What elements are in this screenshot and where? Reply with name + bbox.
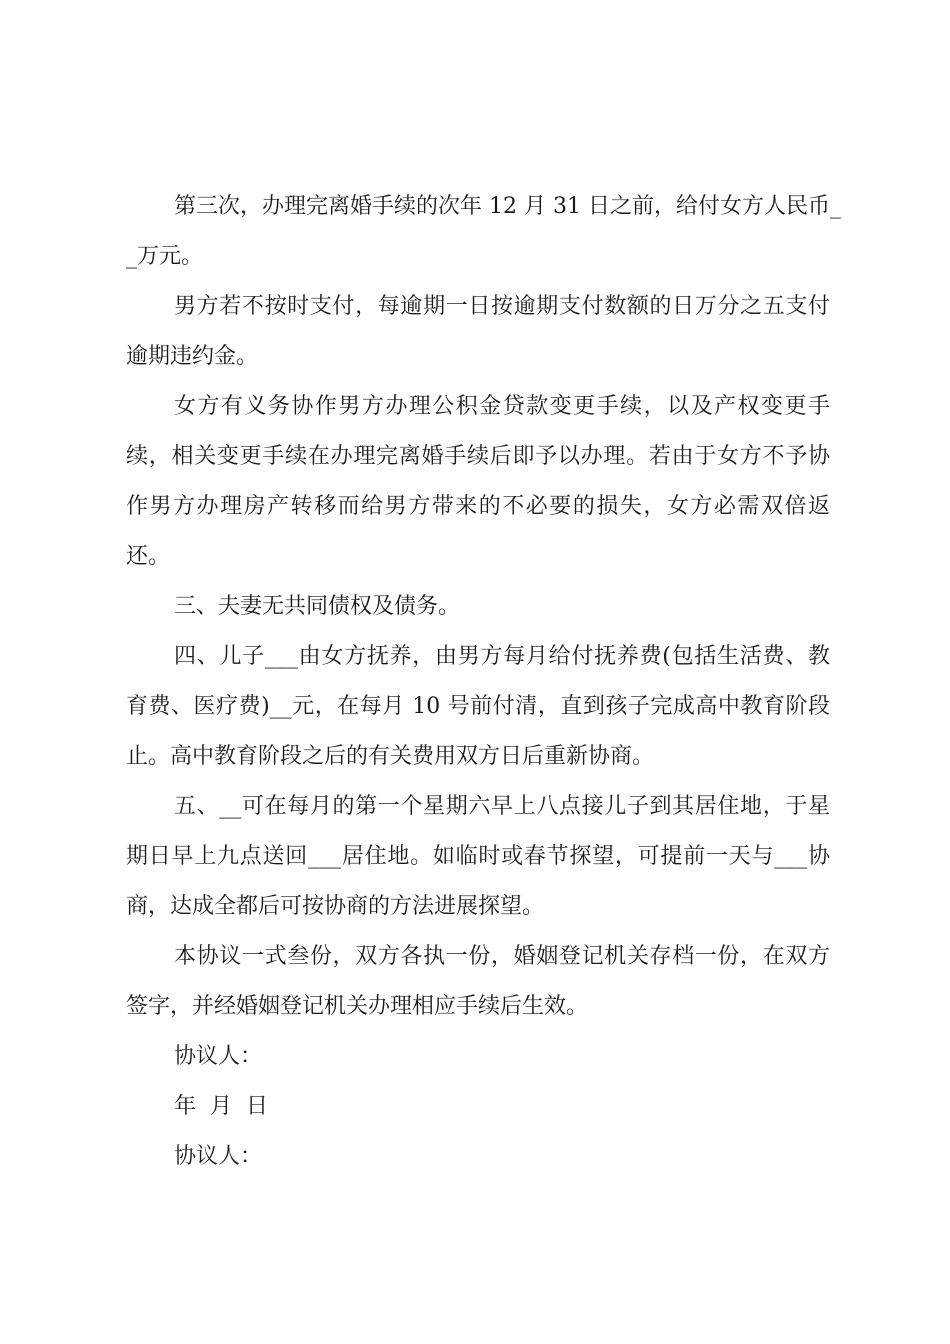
signatory-label: 协议人：	[174, 1044, 263, 1069]
paragraph-line: 女方有义务协作男方办理公积金贷款变更手续，以及产权变更手	[174, 394, 830, 419]
paragraph-line: 商，达成全都后可按协商的方法进展探望。	[126, 894, 545, 919]
paragraph-line: 逾期违约金。	[126, 344, 259, 369]
paragraph-line: 续，相关变更手续在办理完离婚手续后即予以办理。若由于女方不予协	[126, 444, 830, 469]
paragraph-line: 男方若不按时支付，每逾期一日按逾期支付数额的日万分之五支付	[174, 294, 830, 319]
paragraph-line: 五、__可在每月的第一个星期六早上八点接儿子到其居住地，于星	[174, 794, 830, 819]
paragraph-line: 第三次，办理完离婚手续的次年 12 月 31 日之前，给付女方人民币_	[174, 194, 841, 219]
paragraph-line: 四、儿子___由女方抚养，由男方每月给付抚养费(包括生活费、教	[174, 644, 830, 669]
paragraph-line: 止。高中教育阶段之后的有关费用双方日后重新协商。	[126, 744, 655, 769]
paragraph-line: 育费、医疗费)__元，在每月 10 号前付清，直到孩子完成高中教育阶段	[126, 694, 830, 719]
paragraph-line: _万元。	[126, 244, 204, 269]
signatory-label: 协议人：	[174, 1144, 263, 1169]
paragraph-line: 三、夫妻无共同债权及债务。	[174, 594, 461, 619]
paragraph-line: 签字，并经婚姻登记机关办理相应手续后生效。	[126, 994, 589, 1019]
paragraph-line: 本协议一式叁份，双方各执一份，婚姻登记机关存档一份，在双方	[174, 944, 830, 969]
paragraph-line: 作男方办理房产转移而给男方带来的不必要的损失，女方必需双倍返	[126, 494, 830, 519]
date-line: 年 月 日	[174, 1094, 268, 1119]
paragraph-line: 期日早上九点送回___居住地。如临时或春节探望，可提前一天与___协	[126, 844, 830, 869]
paragraph-line: 还。	[126, 544, 171, 569]
